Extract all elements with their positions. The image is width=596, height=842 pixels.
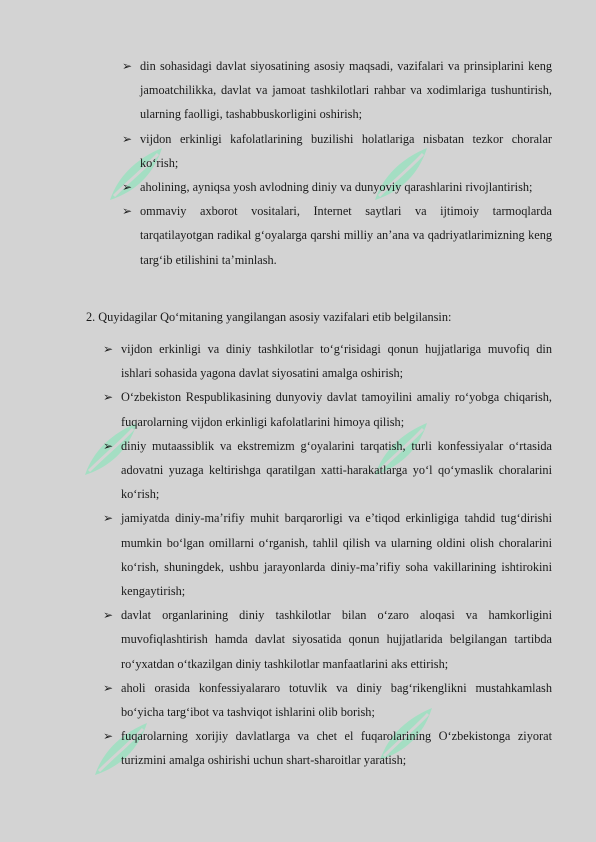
list-item: ➢ aholining, ayniqsa yosh avlodning diniy va dunyoviy qarashlarini rivojlantirish; bbox=[140, 175, 552, 199]
arrow-bullet-icon: ➢ bbox=[103, 342, 114, 356]
arrow-bullet-icon: ➢ bbox=[103, 729, 114, 744]
list-item: ➢ davlat organlarining diniy tashkilotlar bilan o‘zaro aloqasi va hamkorligini muvofiqlashtirish hamda davlat siyosatida qonun hujjatlarida belgilangan tartibda ro‘yxatdan o‘tkazilgan diniy tashkilotlar manfaatlarini aks ettirish; bbox=[121, 603, 552, 676]
task-list-b bbox=[103, 337, 552, 773]
list-item: ➢ vijdon erkinligi kafolatlarining buzilishi holatlariga nisbatan tezkor choralar ko‘rish; bbox=[140, 127, 552, 175]
list-item: ➢ fuqarolarning xorijiy davlatlarga va chet el fuqarolarining O‘zbekistonga ziyorat turizmini amalga oshirishi uchun shart-sharoitlar yaratish; bbox=[121, 724, 552, 772]
arrow-bullet-icon: ➢ bbox=[103, 608, 114, 623]
section-heading: 2. Quyidagilar Qo‘mitaning yangilangan asosiy vazifalari etib belgilansin: bbox=[86, 310, 452, 324]
arrow-bullet-icon: ➢ bbox=[122, 131, 133, 146]
list-item: ➢ din sohasidagi davlat siyosatining asosiy maqsadi, vazifalari va prinsiplarini keng jamoatchilikka, davlat va jamoat tashkilotlari rahbar va xodimlariga tushuntirish, ularning faolligi, tashabbuskorligini oshirish; bbox=[140, 54, 552, 127]
arrow-bullet-icon: ➢ bbox=[122, 59, 133, 73]
list-item: ➢ vijdon erkinligi va diniy tashkilotlar to‘g‘risidagi qonun hujjatlariga muvofiq din ishlari sohasida yagona davlat siyosatini amalga oshirish; bbox=[121, 337, 552, 385]
list-item: ➢ aholi orasida konfessiyalararo totuvlik va diniy bag‘rikenglikni mustahkamlash bo‘yicha targ‘ibot va tashviqot ishlarini olib borish; bbox=[121, 676, 552, 724]
list-item: ➢ diniy mutaassiblik va ekstremizm g‘oyalarini tarqatish, turli konfessiyalar o‘rtasida adovatni yuzaga keltirishga qaratilgan xatti-harakatlarga yo‘l qo‘ymaslik choralarini ko‘rish; bbox=[121, 434, 552, 507]
arrow-bullet-icon: ➢ bbox=[103, 680, 114, 695]
arrow-bullet-icon: ➢ bbox=[122, 204, 133, 219]
list-item: ➢ ommaviy axborot vositalari, Internet saytlari va ijtimoiy tarmoqlarda tarqatilayotgan radikal g‘oyalarga qarshi milliy an’ana va qadriyatlarimizning keng targ‘ib etilishini ta’minlash. bbox=[140, 199, 552, 272]
arrow-bullet-icon: ➢ bbox=[103, 511, 114, 526]
task-list-a bbox=[122, 54, 552, 272]
arrow-bullet-icon: ➢ bbox=[122, 180, 133, 195]
arrow-bullet-icon: ➢ bbox=[103, 438, 114, 453]
arrow-bullet-icon: ➢ bbox=[103, 390, 114, 405]
list-item: ➢ O‘zbekiston Respublikasining dunyoviy davlat tamoyilini amaliy ro‘yobga chiqarish, fuqarolarning vijdon erkinligi kafolatlarini himoya qilish; bbox=[121, 385, 552, 433]
list-item: ➢ jamiyatda diniy-ma’rifiy muhit barqarorligi va e’tiqod erkinligiga tahdid tug‘dirishi mumkin bo‘lgan omillarni o‘rganish, tahlil qilish va ularning oldini olish choralarini ko‘rish, shuningdek, ushbu jarayonlarda diniy-ma’rifiy soha vakillarining ishtirokini kengaytirish; bbox=[121, 506, 552, 603]
